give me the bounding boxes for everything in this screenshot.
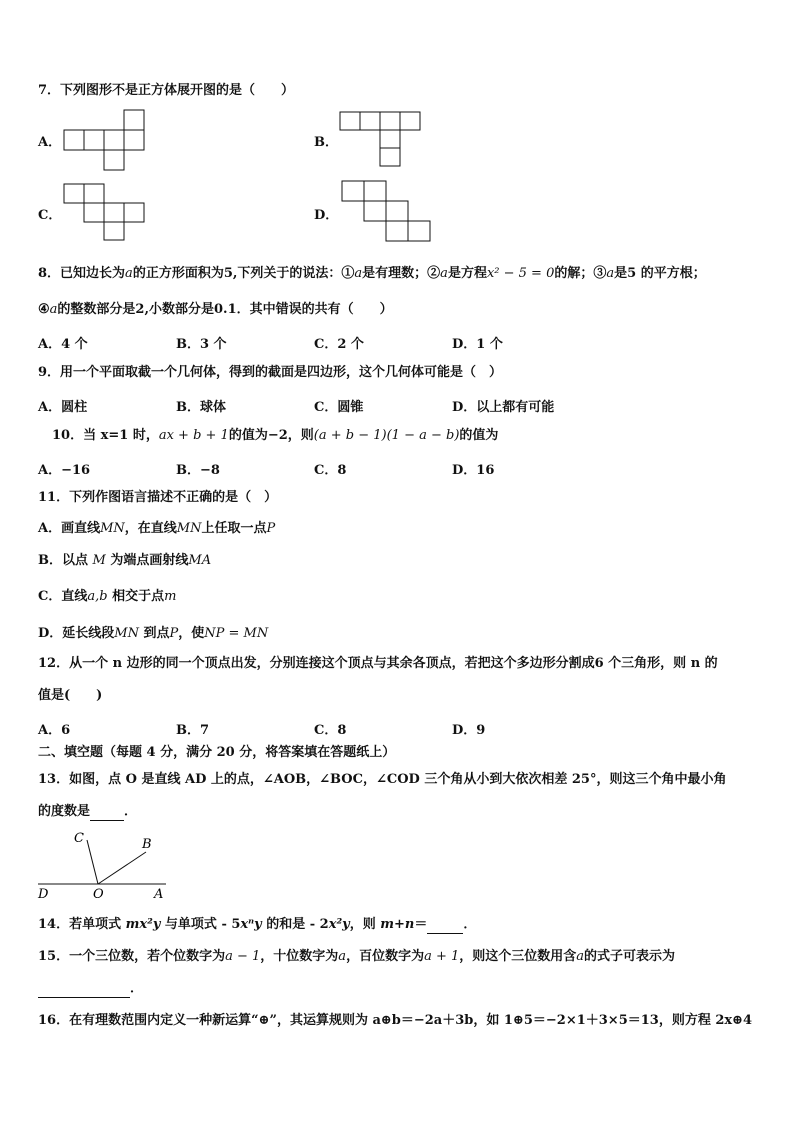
q11-var: P (169, 626, 179, 641)
q8-equation: x² − 5 = 0 (486, 266, 555, 281)
q11-option-a (38, 520, 275, 538)
q13-text: 的度数是 (38, 804, 91, 819)
q13-angle-figure (36, 826, 176, 900)
q15-text: 的式子可表示为 (584, 949, 676, 964)
q9-stem: 9．用一个平面取截一个几何体，得到的截面是四边形，这个几何体可能是（ ） (38, 365, 503, 380)
q13-line2 (38, 803, 137, 821)
q14-text: ，则 (349, 917, 381, 932)
ray-oc (87, 840, 98, 884)
q11-text: 到点 (143, 626, 170, 641)
q10-expr1: ax + b + 1 (158, 428, 229, 443)
q11-var: MN (114, 626, 139, 641)
q8-line2 (38, 301, 393, 319)
q15-text: ，百位数字为 (346, 949, 425, 964)
q8-option-d: D．1 个 (452, 337, 503, 352)
q11-var: NP = MN (204, 626, 269, 641)
q12-option-b: B．7 (176, 723, 210, 738)
q11-text: B．以点 (38, 553, 88, 568)
q10-text: 的值为 (459, 428, 499, 443)
q11-var: MN (100, 521, 125, 536)
q14-term: m+n (380, 917, 415, 932)
q11-text: C．直线 (38, 589, 88, 604)
point-c-label: C (74, 831, 84, 846)
q10-option-a: A．−16 (38, 463, 91, 478)
q8-text: 是有理数；② (362, 266, 441, 281)
q8-option-c: C．2 个 (314, 337, 364, 352)
q8-var: a (49, 302, 58, 317)
q15-var: a − 1 (225, 949, 261, 964)
q7-net-c (62, 182, 152, 242)
q7-net-a (60, 108, 150, 172)
q11-option-c (38, 588, 176, 606)
q11-var: m (164, 589, 177, 604)
q7-net-b (338, 110, 428, 168)
q15-var: a (576, 949, 585, 964)
q7-net-d (340, 179, 436, 245)
q14-answer-blank[interactable] (427, 919, 463, 934)
q7-stem: 7．下列图形不是正方体展开图的是（ ） (38, 83, 295, 98)
q8-text: 的正方形面积为5,下列关于的说法：① (132, 266, 355, 281)
q15-stem (38, 948, 675, 966)
q7-option-d-label: D． (314, 208, 339, 223)
q11-var: MN (176, 521, 202, 536)
q8-option-a: A．4 个 (38, 337, 88, 352)
point-o-label: O (93, 887, 104, 900)
q11-stem: 11．下列作图语言描述不正确的是（ ） (38, 490, 278, 505)
q14-stem (38, 916, 476, 934)
q15-text: 15．一个三位数，若个位数字为 (38, 949, 226, 964)
point-d-label: D (38, 887, 49, 900)
q14-text: ． (463, 917, 477, 932)
q15-text: ，则这个三位数用含 (459, 949, 577, 964)
q12-line2: 值是( ) (38, 688, 103, 703)
q11-text: A．画直线 (38, 521, 101, 536)
q14-text: 与单项式 - 5 (160, 917, 241, 932)
q11-var: P (266, 521, 276, 536)
q14-term: x²y (328, 917, 350, 932)
q14-term: xⁿy (240, 917, 262, 932)
q15-text: ，十位数字为 (260, 949, 339, 964)
q14-text: 14．若单项式 (38, 917, 126, 932)
q12-option-d: D．9 (452, 723, 486, 738)
q10-stem (52, 427, 498, 445)
q11-var: MA (188, 553, 212, 568)
q11-text: 为端点画射线 (110, 553, 189, 568)
q12-line1: 12．从一个 n 边形的同一个顶点出发，分别连接这个顶点与其余各顶点，若把这个多边形分割成6 个三角形，则 n 的 (38, 656, 718, 671)
q13-answer-blank[interactable] (90, 806, 124, 821)
q12-option-a: A．6 (38, 723, 71, 738)
q14-text: ＝ (414, 917, 428, 932)
point-a-label: A (154, 887, 164, 900)
q10-option-c: C．8 (314, 463, 347, 478)
q15-text: ． (130, 981, 144, 996)
q15-answer-blank[interactable] (38, 983, 130, 998)
q11-text: 相交于点 (112, 589, 165, 604)
q10-option-b: B．−8 (176, 463, 220, 478)
q9-option-c: C．圆锥 (314, 400, 364, 415)
q14-text: 的和是 - 2 (261, 917, 329, 932)
q12-option-c: C．8 (314, 723, 347, 738)
q11-text: 上任取一点 (201, 521, 267, 536)
q8-text: ④ (38, 302, 50, 317)
q8-line1 (38, 265, 706, 283)
q8-var: a (125, 266, 133, 281)
q11-text: ，在直线 (124, 521, 177, 536)
q10-text: 10．当 x=1 时， (52, 428, 159, 443)
q8-var: a (354, 266, 363, 281)
point-b-label: B (142, 837, 152, 852)
q8-text: 的整数部分是2,小数部分是0.1．其中错误的共有（ ） (57, 302, 393, 317)
q7-option-a-label: A． (38, 135, 62, 150)
q14-term: mx²y (125, 917, 161, 932)
q15-var: a + 1 (424, 949, 460, 964)
q15-var: a (338, 949, 347, 964)
q13-text: ． (124, 804, 138, 819)
q9-option-a: A．圆柱 (38, 400, 88, 415)
q11-text: ，使 (178, 626, 205, 641)
q8-text: 8．已知边长为 (38, 266, 126, 281)
section-heading: 二、填空题（每题 4 分，满分 20 分，将答案填在答题纸上） (38, 745, 396, 760)
q11-var: a,b (87, 589, 108, 604)
q8-text: 是方程 (447, 266, 487, 281)
q11-text: D．延长线段 (38, 626, 115, 641)
q10-option-d: D．16 (452, 463, 495, 478)
q16-stem: 16．在有理数范围内定义一种新运算“⊕”，其运算规则为 a⊕b＝−2a＋3b，如 1⊕5＝−2×1＋3×5＝13，则方程 2x⊕4 (38, 1013, 753, 1028)
q8-var: a (606, 266, 615, 281)
q8-var: a (440, 266, 448, 281)
q15-answer-line (38, 980, 143, 998)
q11-option-b (38, 552, 211, 570)
q11-option-d (38, 625, 268, 643)
q8-text: 的解；③ (554, 266, 607, 281)
q8-option-b: B．3 个 (176, 337, 227, 352)
q9-option-b: B．球体 (176, 400, 226, 415)
q7-option-b-label: B． (314, 135, 338, 150)
q13-line1: 13．如图，点 O 是直线 AD 上的点，∠AOB，∠BOC，∠COD 三个角从小到大依次相差 25°，则这三个角中最小角 (38, 772, 727, 787)
q8-text: 是5 的平方根； (614, 266, 706, 281)
q9-option-d: D．以上都有可能 (452, 400, 555, 415)
q11-var: M (92, 553, 106, 568)
q7-option-c-label: C． (38, 208, 62, 223)
ray-ob (98, 852, 146, 884)
q10-expr2: (a + b − 1)(1 − a − b) (313, 428, 460, 443)
q10-text: 的值为−2，则 (228, 428, 314, 443)
